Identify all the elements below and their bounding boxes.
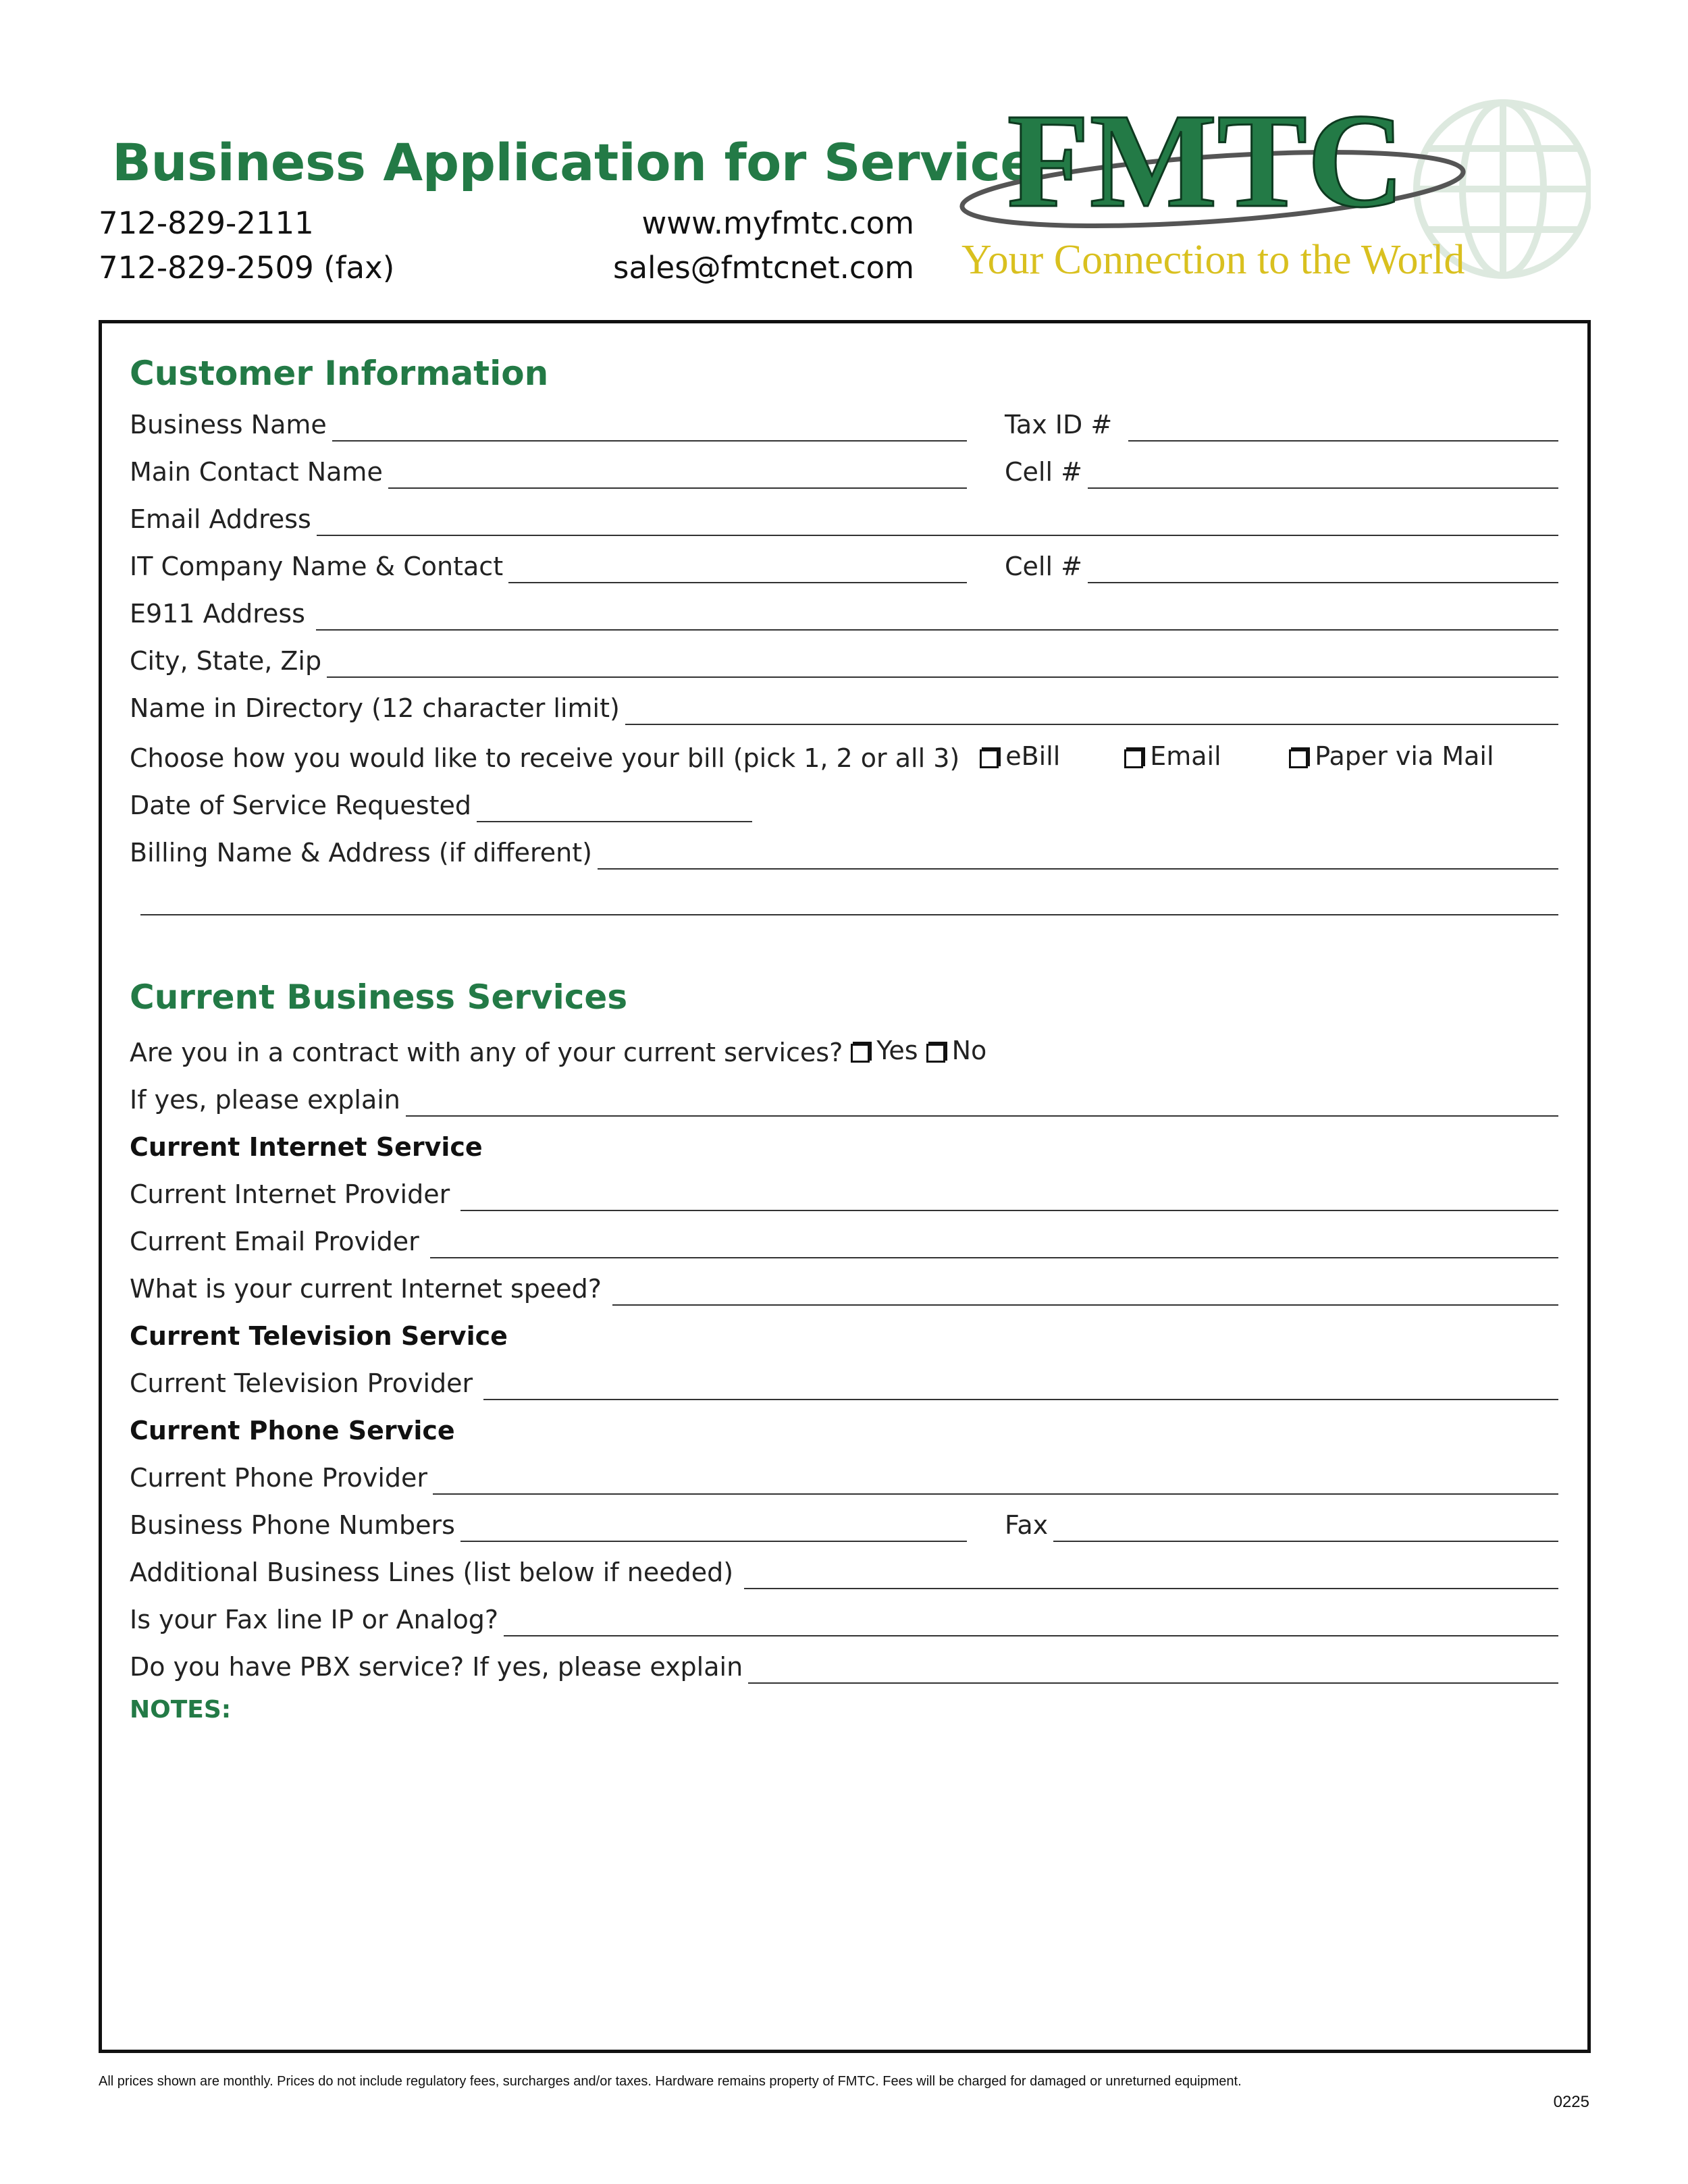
logo-tagline: Your Connection to the World xyxy=(961,237,1465,283)
ebill-checkbox[interactable] xyxy=(980,741,1124,775)
cell-1-field[interactable] xyxy=(1005,447,1558,489)
fax-label: Fax xyxy=(1005,1510,1049,1540)
additional-lines-field[interactable] xyxy=(130,1547,1558,1589)
fmtc-logo xyxy=(956,88,1591,290)
billing-address-second-line[interactable] xyxy=(140,913,1558,915)
business-name-field[interactable] xyxy=(130,400,967,442)
business-name-line[interactable] xyxy=(332,439,967,442)
checkbox-icon xyxy=(1124,749,1143,768)
email-option-label: Email xyxy=(1150,741,1221,771)
tv-subheading-row xyxy=(130,1311,1558,1353)
internet-provider-label: Current Internet Provider xyxy=(130,1179,450,1209)
city-state-zip-label: City, State, Zip xyxy=(130,646,322,676)
cell-2-line[interactable] xyxy=(1088,581,1558,583)
fax-type-field[interactable] xyxy=(130,1595,1558,1636)
city-state-zip-field[interactable] xyxy=(130,636,1558,678)
contract-no-label: No xyxy=(951,1036,987,1065)
business-numbers-label: Business Phone Numbers xyxy=(130,1510,455,1540)
pbx-field[interactable] xyxy=(130,1642,1558,1684)
internet-subheading-row xyxy=(130,1122,1558,1164)
checkbox-icon xyxy=(926,1044,945,1063)
bill-delivery-row xyxy=(130,733,1558,775)
fax-type-line[interactable] xyxy=(504,1634,1558,1636)
email-provider-label: Current Email Provider xyxy=(130,1227,419,1256)
fax-type-label: Is your Fax line IP or Analog? xyxy=(130,1605,499,1634)
tax-id-label: Tax ID # xyxy=(1005,410,1113,440)
bill-delivery-label: Choose how you would like to receive your bill (pick 1, 2 or all 3) xyxy=(130,743,960,773)
email-address-line[interactable] xyxy=(317,533,1558,536)
pbx-line[interactable] xyxy=(748,1681,1558,1684)
website-link[interactable]: www.myfmtc.com xyxy=(641,205,914,241)
ebill-option-label: eBill xyxy=(1005,741,1061,771)
phone-provider-line[interactable] xyxy=(433,1492,1558,1495)
cell-1-line[interactable] xyxy=(1088,486,1558,489)
contract-explain-line[interactable] xyxy=(406,1114,1558,1117)
contract-explain-label: If yes, please explain xyxy=(130,1085,400,1115)
phone-provider-label: Current Phone Provider xyxy=(130,1463,428,1493)
billing-address-label: Billing Name & Address (if different) xyxy=(130,838,592,868)
email-provider-field[interactable] xyxy=(130,1217,1558,1258)
checkbox-icon xyxy=(1289,749,1308,768)
it-company-label: IT Company Name & Contact xyxy=(130,552,504,581)
billing-address-line[interactable] xyxy=(598,867,1558,870)
internet-service-heading: Current Internet Service xyxy=(130,1132,483,1162)
business-numbers-line[interactable] xyxy=(460,1539,967,1542)
contract-no-checkbox[interactable] xyxy=(926,1036,987,1069)
brand-name: FMTC xyxy=(1007,88,1405,236)
contract-yes-checkbox[interactable] xyxy=(851,1036,918,1069)
additional-lines-line[interactable] xyxy=(744,1587,1558,1589)
tv-provider-field[interactable] xyxy=(130,1358,1558,1400)
tv-service-heading: Current Television Service xyxy=(130,1321,508,1351)
city-state-zip-line[interactable] xyxy=(327,675,1558,678)
internet-provider-field[interactable] xyxy=(130,1169,1558,1211)
contract-explain-field[interactable] xyxy=(130,1075,1558,1117)
current-services-heading: Current Business Services xyxy=(130,978,628,1017)
cell-2-field[interactable] xyxy=(1005,541,1558,583)
main-contact-label: Main Contact Name xyxy=(130,457,383,487)
paper-mail-checkbox[interactable] xyxy=(1289,741,1494,775)
cell-2-label: Cell # xyxy=(1005,552,1082,581)
service-date-line[interactable] xyxy=(477,820,752,822)
business-name-label: Business Name xyxy=(130,410,327,440)
phone-number: 712-829-2111 xyxy=(99,205,314,241)
main-contact-field[interactable] xyxy=(130,447,967,489)
additional-lines-label: Additional Business Lines (list below if needed) xyxy=(130,1557,734,1587)
email-provider-line[interactable] xyxy=(430,1256,1558,1258)
internet-provider-line[interactable] xyxy=(460,1208,1558,1211)
cell-1-label: Cell # xyxy=(1005,457,1082,487)
main-contact-line[interactable] xyxy=(388,486,967,489)
e911-address-label: E911 Address xyxy=(130,599,305,629)
form-code: 0225 xyxy=(1553,2093,1589,2111)
internet-speed-label: What is your current Internet speed? xyxy=(130,1274,602,1304)
email-address-label: Email Address xyxy=(130,504,311,534)
contract-question-label: Are you in a contract with any of your current services? xyxy=(130,1038,843,1067)
internet-speed-field[interactable] xyxy=(130,1264,1558,1306)
fax-line[interactable] xyxy=(1053,1539,1558,1542)
notes-label: NOTES: xyxy=(130,1696,232,1724)
directory-name-field[interactable] xyxy=(130,683,1558,725)
fax-number-field[interactable] xyxy=(1005,1500,1558,1542)
fax-number: 712-829-2509 (fax) xyxy=(99,250,395,286)
e911-address-line[interactable] xyxy=(316,628,1558,631)
billing-address-field[interactable] xyxy=(130,828,1558,870)
footer-disclaimer: All prices shown are monthly. Prices do not include regulatory fees, surcharges and/or taxes. Hardware remains property of FMTC. Fees will be charged for damaged or unreturned equipment. xyxy=(99,2074,1242,2089)
service-date-field[interactable] xyxy=(130,780,752,822)
business-numbers-field[interactable] xyxy=(130,1500,967,1542)
internet-speed-line[interactable] xyxy=(612,1303,1558,1306)
billing-address-line-2[interactable] xyxy=(140,874,1558,915)
email-address-field[interactable] xyxy=(130,494,1558,536)
contract-yes-label: Yes xyxy=(876,1036,918,1065)
service-date-label: Date of Service Requested xyxy=(130,791,471,820)
customer-information-heading: Customer Information xyxy=(130,354,549,393)
it-company-line[interactable] xyxy=(508,581,967,583)
email-checkbox[interactable] xyxy=(1124,741,1289,775)
checkbox-icon xyxy=(851,1044,870,1063)
sales-email-link[interactable]: sales@fmtcnet.com xyxy=(613,250,914,286)
tax-id-line[interactable] xyxy=(1128,439,1558,442)
pbx-label: Do you have PBX service? If yes, please explain xyxy=(130,1652,743,1682)
phone-service-heading: Current Phone Service xyxy=(130,1416,455,1445)
tax-id-field[interactable] xyxy=(1005,400,1558,442)
phone-provider-field[interactable] xyxy=(130,1453,1558,1495)
paper-mail-option-label: Paper via Mail xyxy=(1315,741,1494,771)
phone-subheading-row xyxy=(130,1406,1558,1447)
tv-provider-label: Current Television Provider xyxy=(130,1368,473,1398)
e911-address-field[interactable] xyxy=(130,589,1558,631)
tv-provider-line[interactable] xyxy=(483,1397,1558,1400)
it-company-field[interactable] xyxy=(130,541,967,583)
page-title: Business Application for Service xyxy=(112,132,1035,192)
directory-name-label: Name in Directory (12 character limit) xyxy=(130,693,620,723)
checkbox-icon xyxy=(980,749,999,768)
contract-question-row xyxy=(130,1028,1210,1069)
directory-name-line[interactable] xyxy=(625,722,1558,725)
